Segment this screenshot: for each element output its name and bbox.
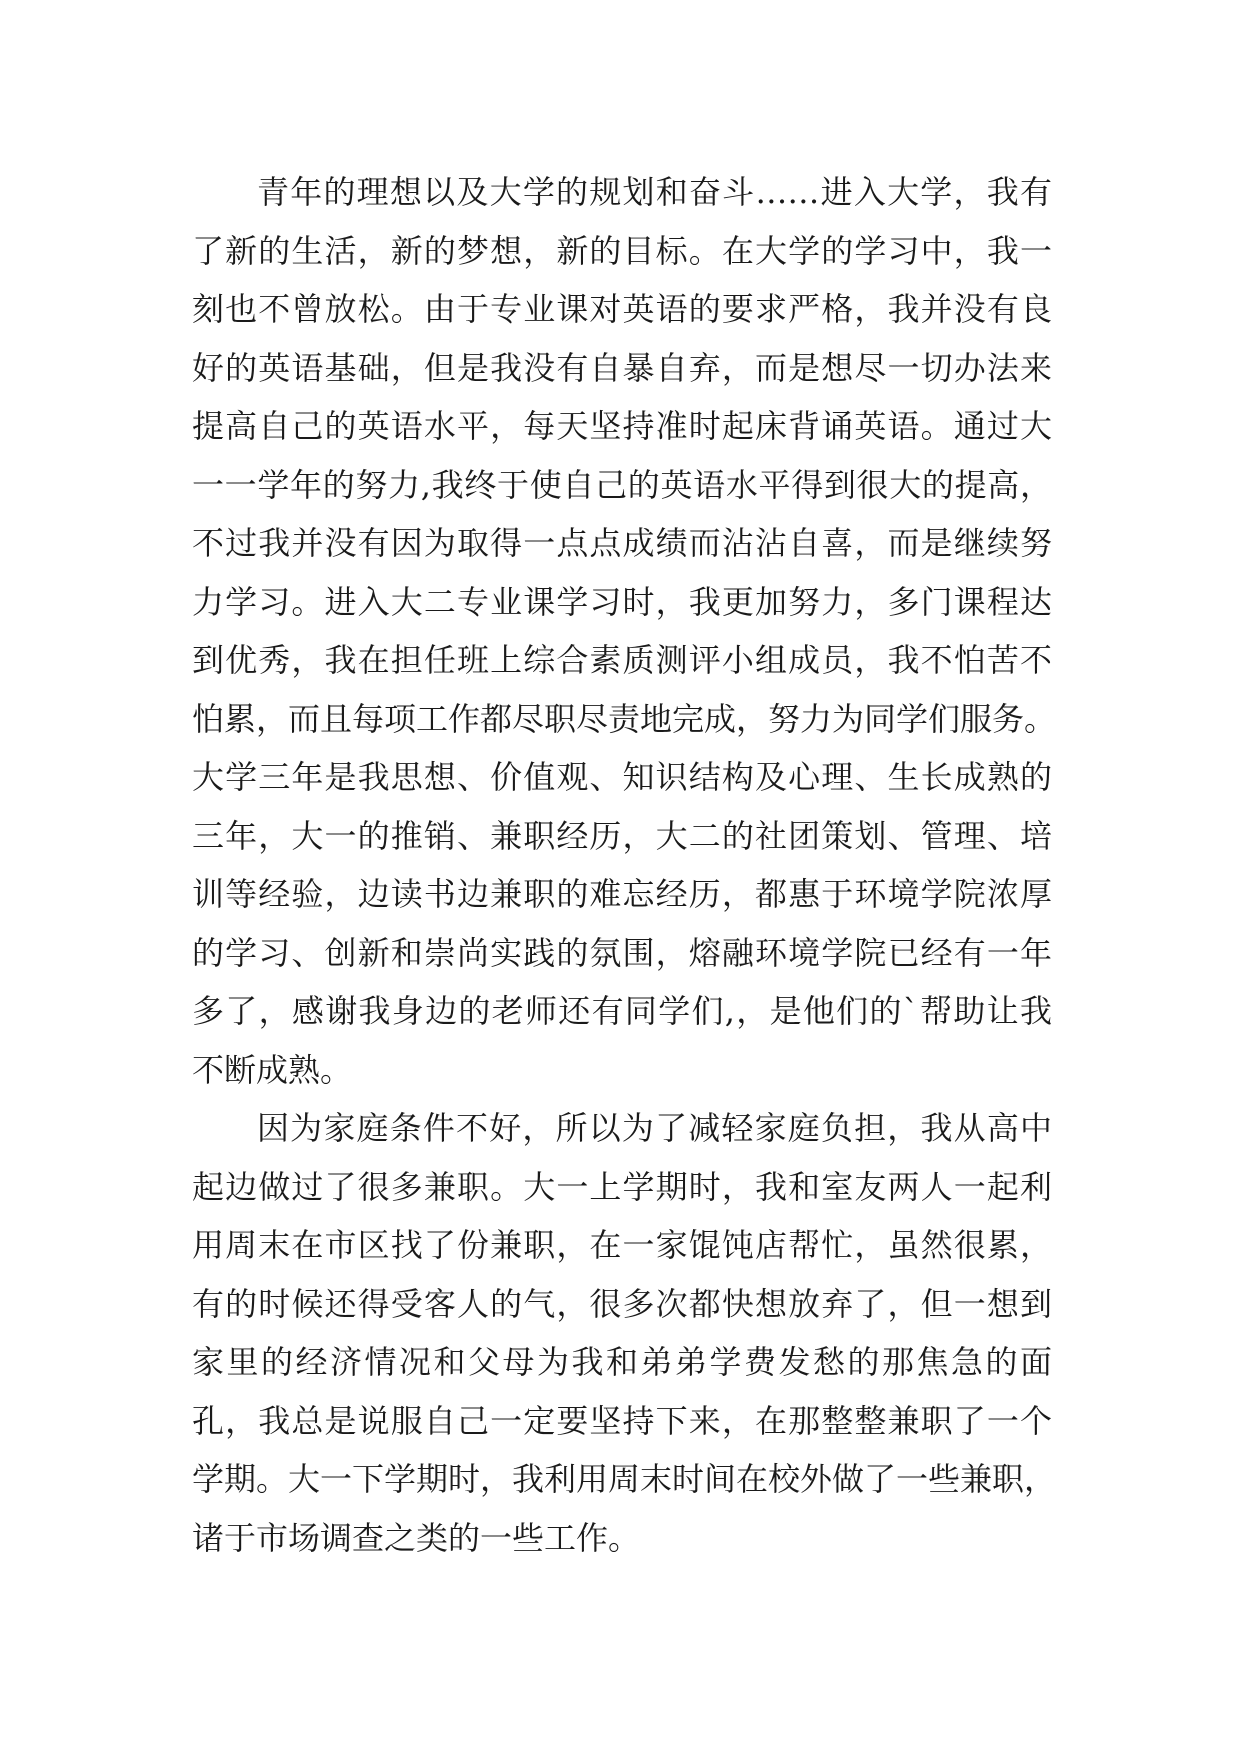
paragraph-line: 有的时候还得受客人的气，很多次都快想放弃了，但一想到 <box>192 1284 1052 1323</box>
paragraph-line: 学期。大一下学期时，我利用周末时间在校外做了一些兼职， <box>192 1460 1057 1498</box>
paragraph-line: 提高自己的英语水平，每天坚持准时起床背诵英语。通过大 <box>192 407 1052 445</box>
paragraph-line: 力学习。进入大二专业课学习时，我更加努力，多门课程达 <box>192 582 1052 621</box>
paragraph-line: 不过我并没有因为取得一点点成绩而沾沾自喜，而是继续努 <box>192 524 1052 562</box>
paragraph-line: 三年，大一的推销、兼职经历，大二的社团策划、管理、培 <box>192 816 1052 855</box>
paragraph-line: 青年的理想以及大学的规划和奋斗……进入大学，我有 <box>257 173 1052 211</box>
paragraph-line: 不断成熟。 <box>192 1050 353 1089</box>
paragraph-line: 大学三年是我思想、价值观、知识结构及心理、生长成熟的 <box>192 758 1052 796</box>
paragraph-line: 用周末在市区找了份兼职，在一家馄饨店帮忙，虽然很累， <box>192 1226 1052 1264</box>
paragraph-line: 起边做过了很多兼职。大一上学期时，我和室友两人一起利 <box>192 1167 1052 1206</box>
document-body <box>192 163 1057 1567</box>
paragraph-line: 的学习、创新和崇尚实践的氛围，熔融环境学院已经有一年 <box>192 933 1052 972</box>
paragraph-line: 刻也不曾放松。由于专业课对英语的要求严格，我并没有良 <box>192 290 1052 328</box>
paragraph-line: 一一学年的努力,我终于使自己的英语水平得到很大的提高， <box>192 465 1052 504</box>
paragraph-line: 好的英语基础，但是我没有自暴自弃，而是想尽一切办法来 <box>192 348 1052 387</box>
paragraph-line: 怕累，而且每项工作都尽职尽责地完成，努力为同学们服务。 <box>192 699 1057 738</box>
paragraph-line: 了新的生活，新的梦想，新的目标。在大学的学习中，我一 <box>192 231 1052 270</box>
paragraph-2 <box>192 1099 1057 1567</box>
paragraph-line: 孔，我总是说服自己一定要坚持下来，在那整整兼职了一个 <box>192 1401 1052 1440</box>
paragraph-line: 诸于市场调查之类的一些工作。 <box>192 1518 641 1557</box>
paragraph-line: 训等经验，边读书边兼职的难忘经历，都惠于环境学院浓厚 <box>192 875 1052 913</box>
paragraph-line: 家里的经济情况和父母为我和弟弟学费发愁的那焦急的面 <box>192 1343 1052 1381</box>
paragraph-1 <box>192 163 1057 1099</box>
paragraph-line: 因为家庭条件不好，所以为了减轻家庭负担，我从高中 <box>257 1109 1052 1147</box>
paragraph-line: 到优秀，我在担任班上综合素质测评小组成员，我不怕苦不 <box>192 641 1052 679</box>
paragraph-line: 多了，感谢我身边的老师还有同学们,，是他们的`帮助让我 <box>192 992 1052 1030</box>
